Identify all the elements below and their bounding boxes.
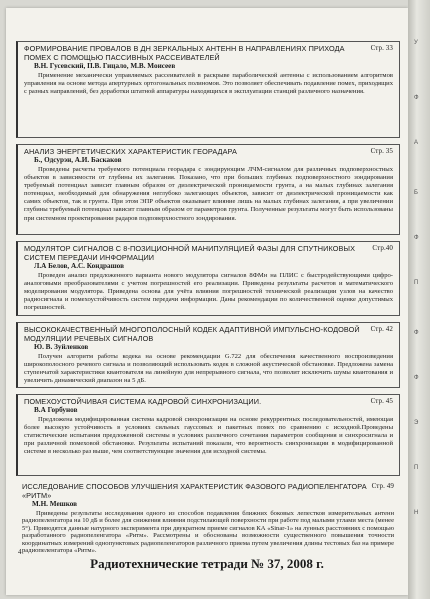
edge-letter: А bbox=[414, 140, 419, 146]
abstract-entry bbox=[16, 241, 400, 316]
journal-footer: Радиотехнические тетради № 37, 2008 г. bbox=[90, 556, 324, 571]
edge-letter: Ф bbox=[414, 330, 419, 336]
edge-letter: Ф bbox=[414, 235, 419, 241]
page-number: 4 bbox=[18, 548, 22, 556]
edge-letter: Ф bbox=[414, 375, 419, 381]
entry-authors: В.А Горбунов bbox=[34, 406, 78, 414]
abstract-entry bbox=[16, 482, 400, 555]
entry-title: Стр. 45 ПОМЕХОУСТОЙЧИВАЯ СИСТЕМА КАДРОВОЙ СИНХРОНИЗАЦИИ. bbox=[24, 397, 393, 406]
entry-body: Предложена модифицированная система кадровой синхронизации на основе рекуррентных последовательностей, имеющая более высокую устойчивость в условиях сильных гауссовых и пакетных помех по сравнению с исходной.Проведены статистические испытания предложенной системы в условиях различного сочетания параметров сообщения и синхросигнала и при различной помеховой обстановке. Результаты испытаний показали, что вероятность синхронизации в модифицированной системе в несколько раз выше, чем соответствующие значения для исходной системы. bbox=[24, 416, 393, 456]
entry-page: Стр. 45 bbox=[370, 397, 393, 405]
edge-letter: Б bbox=[414, 190, 418, 196]
abstract-entry bbox=[16, 41, 400, 138]
entry-body: Приведены результаты исследования одного из способов подавления ближних боковых лепестков измерительных антенн радиопеленгатора на 10 дБ и более для снижения влияния подстилающей поверхности при работе под малыми углами места (менее 5°). Приводятся данные натурного эксперимента при двукратном приеме сигналов КА «Sinar-1» на лунных расстояниях с помощью разработанного радиопеленгатора «Ритм». Рассмотрены и обоснованы возможности существенного повышения точности координатных измерений однопунктовых радиопеленгаторов различного приема путем увеличения длины тестовых баз на примере радиопеленгатора «Ритм». bbox=[22, 510, 394, 555]
entry-title: Стр. 35 АНАЛИЗ ЭНЕРГЕТИЧЕСКИХ ХАРАКТЕРИСТИК ГЕОРАДАРА bbox=[24, 147, 393, 156]
abstract-entry bbox=[16, 144, 400, 235]
entry-title: Стр. 42 ВЫСОКОКАЧЕСТВЕННЫЙ МНОГОПОЛОСНЫЙ КОДЕК АДАПТИВНОЙ ИМПУЛЬСНО-КОДОВОЙ МОДУЛЯЦИИ РЕЧЕВЫХ СИГНАЛОВ bbox=[24, 325, 393, 343]
entry-title: Стр. 33 ФОРМИРОВАНИЕ ПРОВАЛОВ В ДН ЗЕРКАЛЬНЫХ АНТЕНН В НАПРАВЛЕНИЯХ ПРИХОДА ПОМЕХ С ПОМОЩЬЮ ПАССИВНЫХ РАССЕИВАТЕЛЕЙ bbox=[24, 44, 393, 62]
abstract-entry bbox=[16, 394, 400, 476]
entry-page: Стр. 35 bbox=[370, 147, 393, 155]
entry-authors: Б., Одсурэн, А.И. Баскаков bbox=[34, 156, 122, 164]
entry-title: Стр. 49 ИССЛЕДОВАНИЕ СПОСОБОВ УЛУЧШЕНИЯ ХАРАКТЕРИСТИК ФАЗОВОГО РАДИОПЕЛЕНГАТОРА «РИТМ» bbox=[22, 482, 394, 500]
edge-letter: У bbox=[414, 40, 418, 46]
edge-letter: Э bbox=[414, 420, 419, 426]
adjacent-page-edge bbox=[408, 0, 430, 599]
entry-page: Стр.40 bbox=[372, 244, 393, 252]
entry-authors: В.Н. Гусевский, П.В. Гицало, М.В. Моисеев bbox=[34, 62, 176, 70]
entry-body: Проведен анализ предложенного варианта нового модулятора сигналов 8ФМн на ПЛИС с быстродействующими цифро-аналоговыми преобразователями с учетом погрешностей его реализации. Приведены результаты расчетов и математического моделирования модулятора. Приведена основа для учёта влияния погрешностей технической реализации узлов на качество радиосигнала и помехоустойчивость систем передачи информации. Даны рекомендации по количественной оценке допустимых погрешностей. bbox=[24, 272, 393, 312]
entry-page: Стр. 33 bbox=[370, 44, 393, 52]
edge-letter: П bbox=[414, 465, 419, 471]
entry-authors: Ю. В. Зуйленков bbox=[34, 343, 89, 351]
document-page bbox=[6, 8, 408, 595]
edge-letter: Н bbox=[414, 510, 419, 516]
entry-page: Стр. 42 bbox=[370, 325, 393, 333]
edge-letter: Ф bbox=[414, 95, 419, 101]
entry-title: Стр.40 МОДУЛЯТОР СИГНАЛОВ С 8-ПОЗИЦИОННОЙ МАНИПУЛЯЦИЕЙ ФАЗЫ ДЛЯ СПУТНИКОВЫХ СИСТЕМ ПЕРЕДАЧИ ИНФОРМАЦИИ bbox=[24, 244, 393, 262]
entry-authors: М.Н. Мешков bbox=[32, 500, 78, 508]
edge-letter: П bbox=[414, 280, 419, 286]
entry-authors: Л.А Белов, А.С. Кондрашов bbox=[34, 262, 124, 270]
entry-body: Получен алгоритм работы кодека на основе рекомендации G.722 для обеспечения качественного воспроизведения широкополосного речевого сигнала и позволяющий использовать кодек в сложной акустической обстановке. Предложена замена ступенчатой характеристики квантователя на линейную для непрерывного сигнала, что позволит исключить шумы квантования и увеличить динамический диапазон на 5 дБ. bbox=[24, 353, 393, 385]
entry-body: Применение механически управляемых рассеивателей в раскрыве параболической антенны с использованием алгоритмов управления на основе метода апертурных ортогональных полиномов. Это позволяет обеспечивать подавление помех, приходящих с разных направлений, без доработки штатной аппаратуры находящихся в эксплуатации станций различного назначения. bbox=[24, 72, 393, 96]
entry-page: Стр. 49 bbox=[371, 482, 394, 490]
abstract-entry bbox=[16, 322, 400, 388]
entry-body: Проведены расчеты требуемого потенциала георадара с зондирующим ЛЧМ-сигналом для различных подповерхностных объектов в зависимости от глубины их залегания. Показано, что при больших глубинах подповерхностного зондирования требуемый потенциал зависит главным образом от диэлектрической проницаемости грунта, а на малых глубинах залегания потенциал, необходимый для обнаружения неглубоко залегающих объектов, зависит от диэлектрической проницаемости как самих объектов, так и грунта. При этом ЭПР объектов оказывает влияние лишь на малых глубинах залегания, а при увеличении глубины требуемый потенциал зависит главным образом от параметров грунта. Полученные результаты могут быть использованы при системном проектировании радаров подповерхностного зондирования. bbox=[24, 166, 393, 222]
